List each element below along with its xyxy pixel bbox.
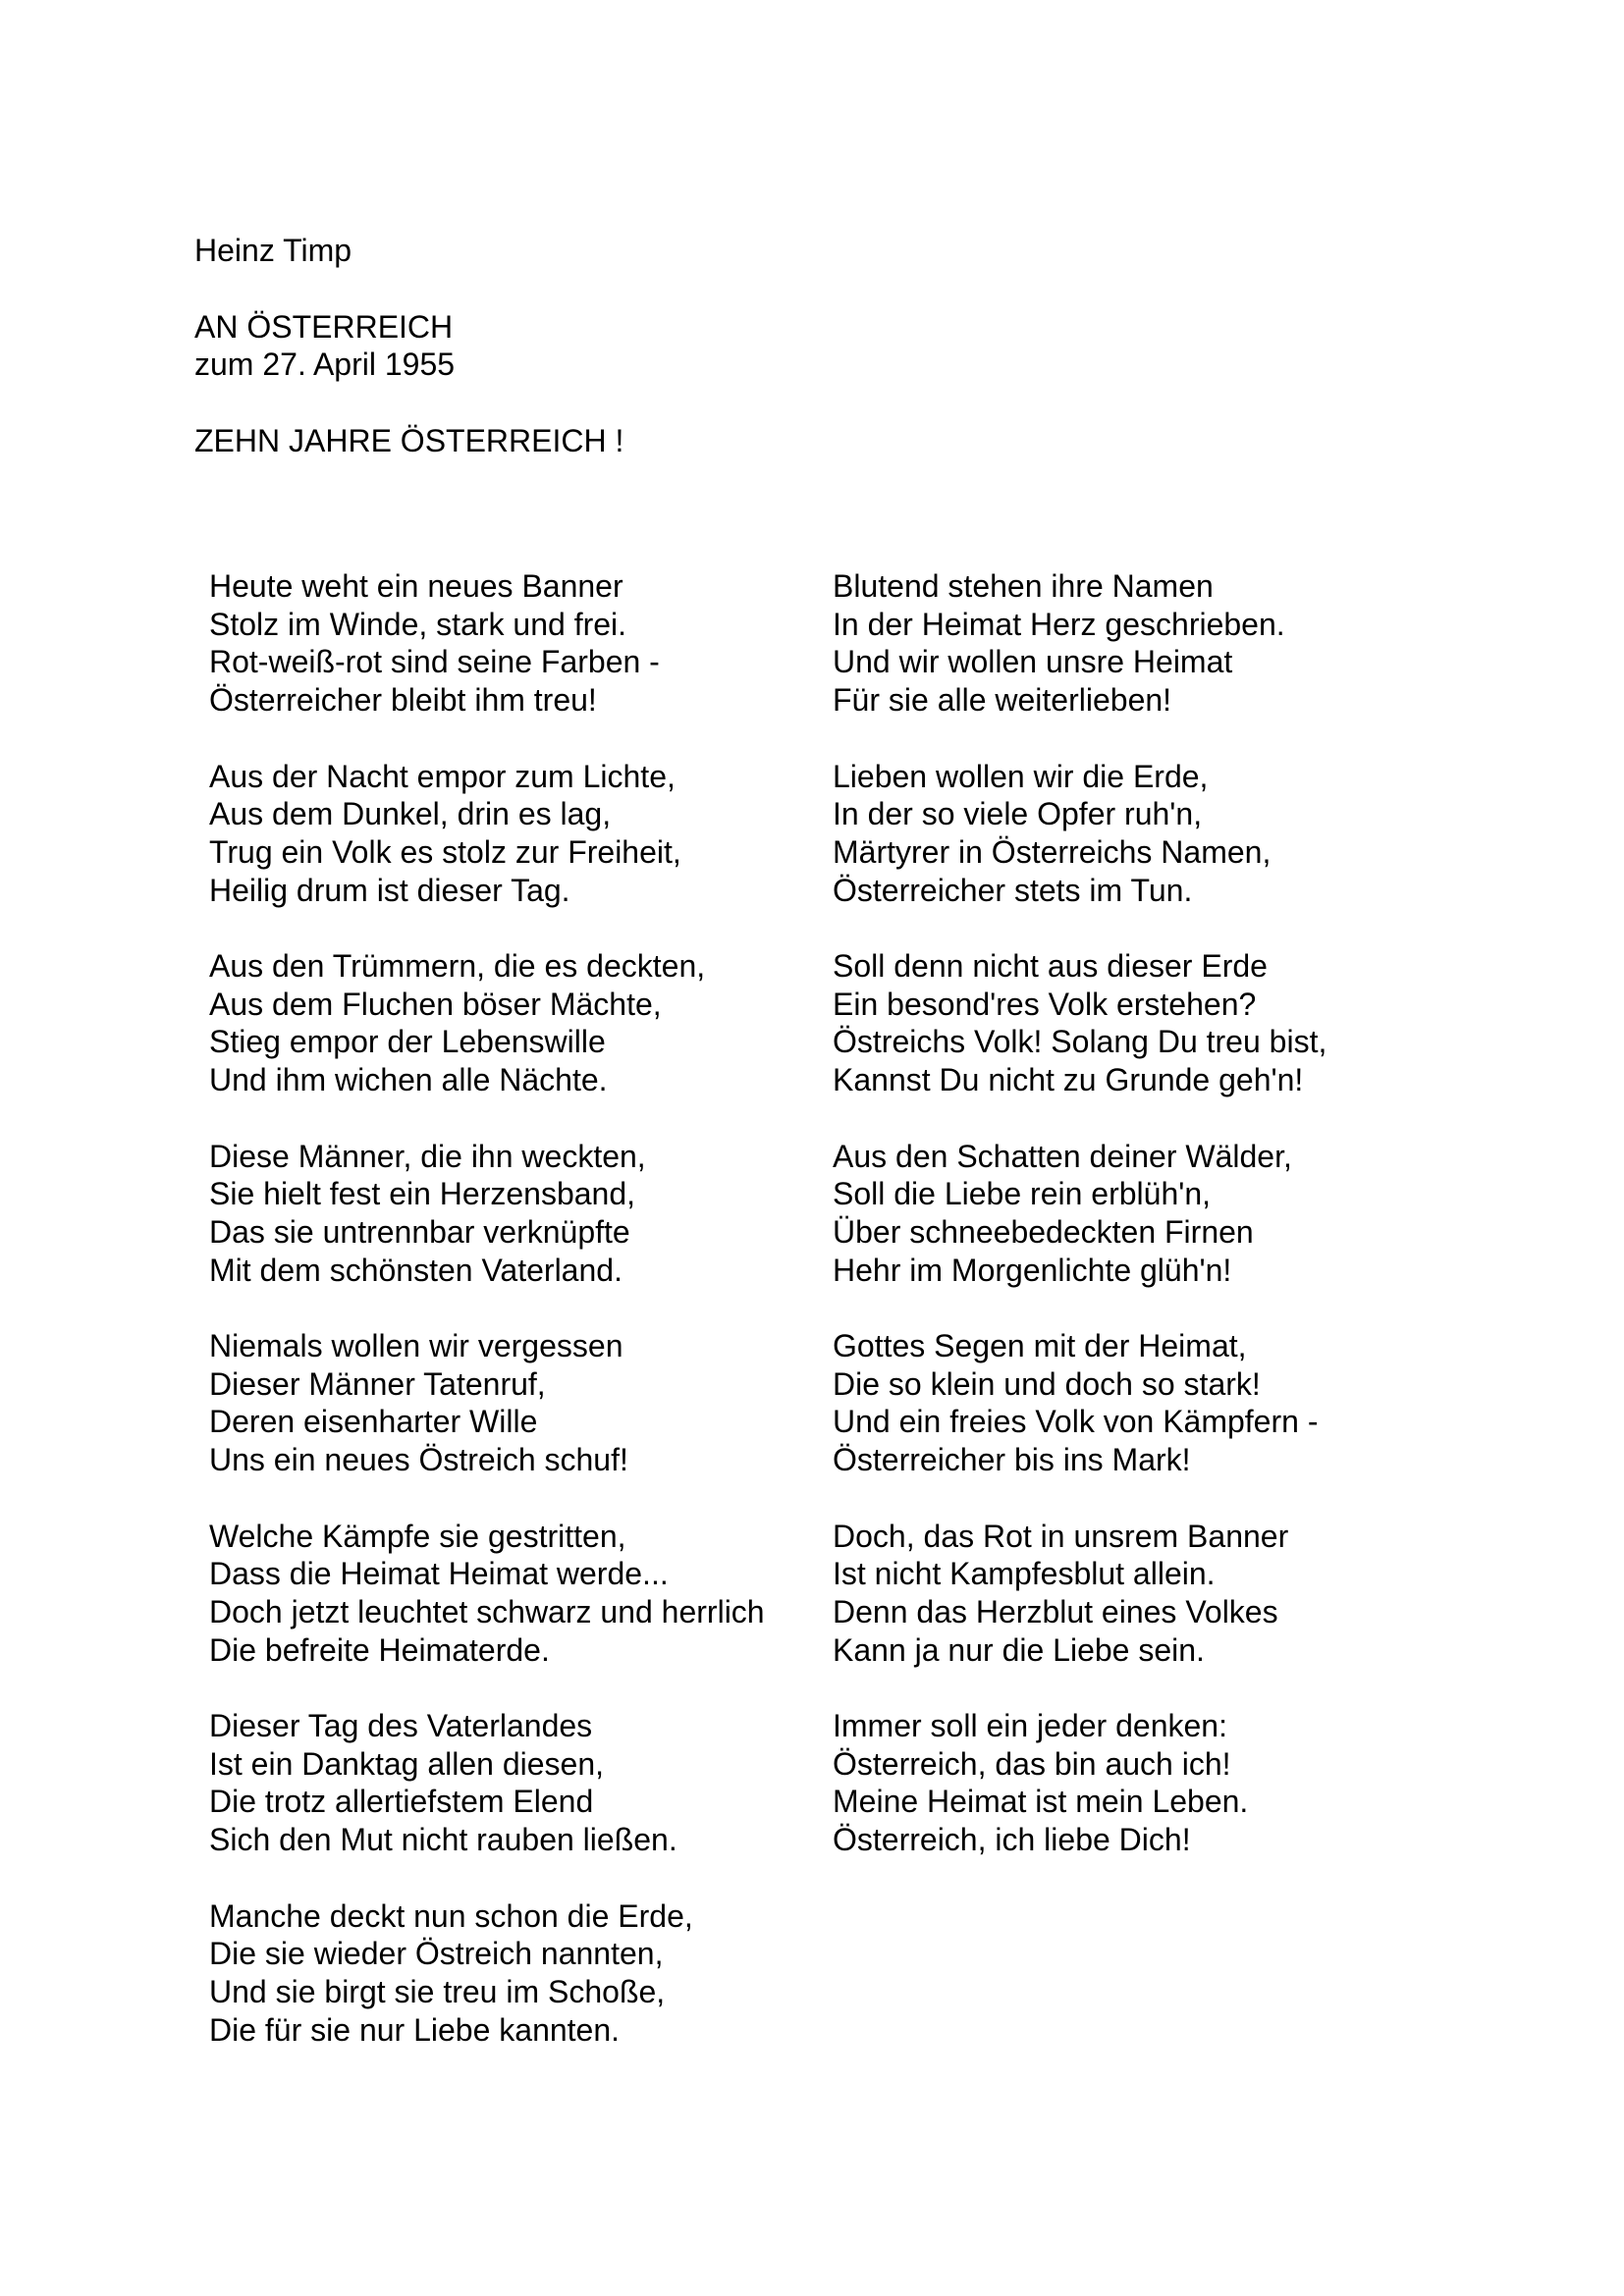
verse-line: Ist nicht Kampfesblut allein. xyxy=(833,1556,1216,1592)
poem-column-right xyxy=(833,567,1441,1897)
verse-line: Sie hielt fest ein Herzensband, xyxy=(209,1176,636,1212)
verse-line: Lieben wollen wir die Erde, xyxy=(833,758,1209,794)
verse-line: Deren eisenharter Wille xyxy=(209,1404,538,1440)
verse-line: Die sie wieder Östreich nannten, xyxy=(209,1936,664,1972)
verse-line: Trug ein Volk es stolz zur Freiheit, xyxy=(209,833,681,870)
verse-line: Über schneebedeckten Firnen xyxy=(833,1213,1254,1250)
verse-line: Diese Männer, die ihn weckten, xyxy=(209,1138,646,1174)
verse-line: Aus den Schatten deiner Wälder, xyxy=(833,1138,1292,1174)
verse-line: Doch jetzt leuchtet schwarz und herrlich xyxy=(209,1593,765,1629)
stanza xyxy=(209,1518,808,1670)
verse-line: In der so viele Opfer ruh'n, xyxy=(833,796,1203,832)
verse-line: Die so klein und doch so stark! xyxy=(833,1365,1261,1402)
verse-line: Uns ein neues Östreich schuf! xyxy=(209,1442,628,1478)
verse-line: Stieg empor der Lebenswille xyxy=(209,1024,606,1060)
stanza xyxy=(209,1327,808,1479)
verse-line: Meine Heimat ist mein Leben. xyxy=(833,1784,1249,1820)
verse-line: Niemals wollen wir vergessen xyxy=(209,1328,623,1363)
verse-line: Für sie alle weiterlieben! xyxy=(833,682,1172,719)
verse-line: Aus dem Dunkel, drin es lag, xyxy=(209,796,612,832)
verse-line: Soll die Liebe rein erblüh'n, xyxy=(833,1176,1212,1212)
verse-line: Und sie birgt sie treu im Schoße, xyxy=(209,1973,666,2009)
verse-line: Das sie untrennbar verknüpfte xyxy=(209,1213,630,1250)
verse-line: Hehr im Morgenlichte glüh'n! xyxy=(833,1252,1232,1288)
verse-line: Österreicher bleibt ihm treu! xyxy=(209,682,597,719)
stanza xyxy=(209,567,808,720)
verse-line: Österreich, das bin auch ich! xyxy=(833,1745,1231,1782)
verse-line: Stolz im Winde, stark und frei. xyxy=(209,606,627,642)
verse-line: Märtyrer in Österreichs Namen, xyxy=(833,833,1272,870)
stanza xyxy=(209,1897,808,2050)
stanza xyxy=(833,1518,1441,1670)
verse-line: Mit dem schönsten Vaterland. xyxy=(209,1252,623,1288)
poem-dedication: zum 27. April 1955 xyxy=(194,347,456,382)
verse-line: Ist ein Danktag allen diesen, xyxy=(209,1745,605,1782)
verse-line: Sich den Mut nicht rauben ließen. xyxy=(209,1822,677,1858)
verse-line: Doch, das Rot in unsrem Banner xyxy=(833,1518,1289,1554)
author-name: Heinz Timp xyxy=(194,233,352,268)
verse-line: Österreich, ich liebe Dich! xyxy=(833,1822,1191,1858)
verse-line: Heute weht ein neues Banner xyxy=(209,568,623,604)
stanza xyxy=(833,758,1441,910)
verse-line: Und ein freies Volk von Kämpfern - xyxy=(833,1404,1319,1440)
verse-line: Dieser Tag des Vaterlandes xyxy=(209,1708,593,1743)
poem-title: AN ÖSTERREICH xyxy=(194,309,454,345)
verse-line: Heilig drum ist dieser Tag. xyxy=(209,872,570,908)
verse-line: Die trotz allertiefstem Elend xyxy=(209,1784,594,1820)
stanza xyxy=(833,1327,1441,1479)
verse-line: Östreichs Volk! Solang Du treu bist, xyxy=(833,1024,1327,1060)
verse-line: Denn das Herzblut eines Volkes xyxy=(833,1593,1278,1629)
verse-line: Aus den Trümmern, die es deckten, xyxy=(209,948,706,984)
verse-line: Gottes Segen mit der Heimat, xyxy=(833,1328,1247,1363)
verse-line: Und wir wollen unsre Heimat xyxy=(833,644,1233,680)
verse-line: Rot-weiß-rot sind seine Farben - xyxy=(209,644,660,680)
verse-line: Ein besond'res Volk erstehen? xyxy=(833,986,1257,1022)
stanza xyxy=(833,567,1441,720)
stanza xyxy=(833,947,1441,1099)
verse-line: Dieser Männer Tatenruf, xyxy=(209,1365,546,1402)
stanza xyxy=(209,1707,808,1859)
verse-line: Manche deckt nun schon die Erde, xyxy=(209,1897,693,1934)
verse-line: Aus dem Fluchen böser Mächte, xyxy=(209,986,662,1022)
stanza xyxy=(209,758,808,910)
poem-subtitle: ZEHN JAHRE ÖSTERREICH ! xyxy=(194,423,624,458)
verse-line: Aus der Nacht empor zum Lichte, xyxy=(209,758,676,794)
verse-line: Und ihm wichen alle Nächte. xyxy=(209,1062,608,1098)
verse-line: Die für sie nur Liebe kannten. xyxy=(209,2011,621,2048)
verse-line: Blutend stehen ihre Namen xyxy=(833,568,1214,604)
title-block xyxy=(194,308,455,383)
stanza xyxy=(209,1138,808,1290)
verse-line: In der Heimat Herz geschrieben. xyxy=(833,606,1285,642)
stanza xyxy=(209,947,808,1099)
poem-column-left xyxy=(209,567,808,2087)
verse-line: Österreicher bis ins Mark! xyxy=(833,1442,1191,1478)
verse-line: Soll denn nicht aus dieser Erde xyxy=(833,948,1268,984)
stanza xyxy=(833,1138,1441,1290)
verse-line: Kann ja nur die Liebe sein. xyxy=(833,1631,1205,1668)
verse-line: Immer soll ein jeder denken: xyxy=(833,1708,1227,1743)
stanza xyxy=(833,1707,1441,1859)
verse-line: Welche Kämpfe sie gestritten, xyxy=(209,1518,626,1554)
verse-line: Dass die Heimat Heimat werde... xyxy=(209,1556,669,1592)
verse-line: Österreicher stets im Tun. xyxy=(833,872,1193,908)
verse-line: Die befreite Heimaterde. xyxy=(209,1631,550,1668)
verse-line: Kannst Du nicht zu Grunde geh'n! xyxy=(833,1062,1304,1098)
